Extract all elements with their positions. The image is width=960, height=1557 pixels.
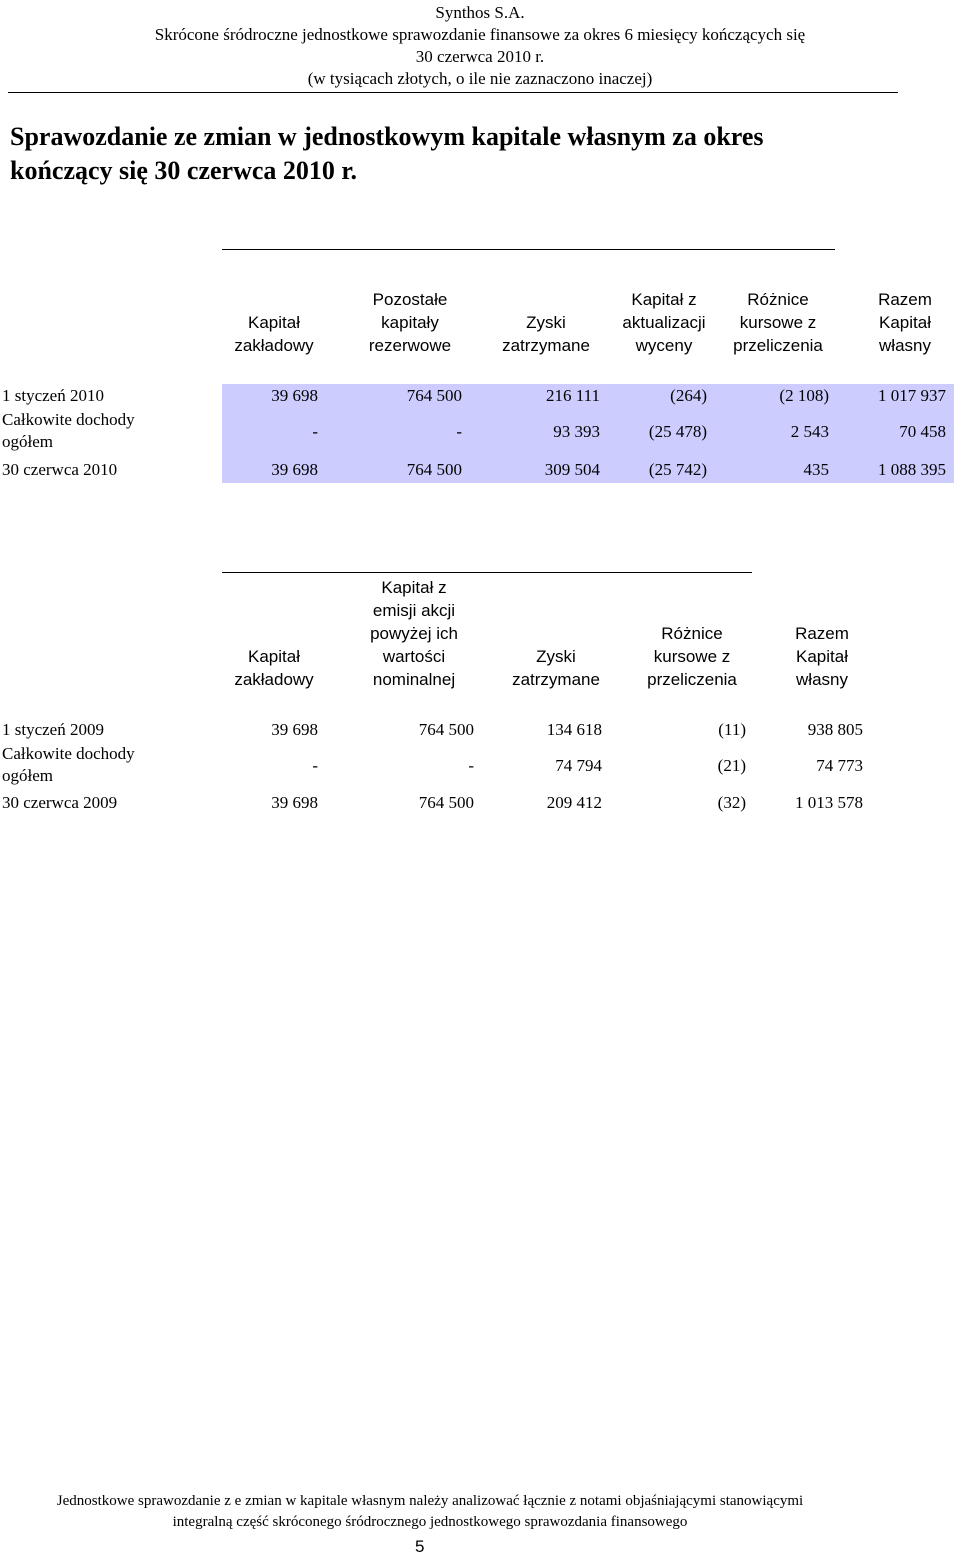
table2009-column-header-1 — [344, 576, 484, 691]
table2010-table-cell: 1 017 937 — [878, 386, 946, 405]
table2009-column-header-0 — [204, 645, 344, 691]
table2010-table-cell: 39 698 — [271, 460, 318, 479]
table2009-table-cell: (32) — [717, 793, 746, 812]
table2010-row-label — [2, 459, 117, 481]
table2009-column-header-line: Kapitał z — [381, 578, 447, 597]
table2010-column-header-line: Kapitał — [879, 313, 931, 332]
table2009-table-cell: (11) — [718, 720, 746, 739]
table2009-table-cell: 764 500 — [418, 720, 474, 739]
table2009-row-label — [2, 792, 117, 814]
table2010-column-header-line: Różnice — [747, 290, 809, 309]
footer-note-line-1: Jednostkowe sprawozdanie z e zmian w kapitale własnym należy analizować łącznie z notami objaśniającymi stanowiącymi — [56, 1493, 804, 1509]
table2010-column-header-line: własny — [879, 336, 931, 355]
table2010-table-cell: 435 — [803, 460, 829, 479]
table2010-row-label-line: ogółem — [2, 432, 53, 451]
table2009-column-header-line: kursowe z — [653, 647, 731, 666]
table2010-table-cell: (2 108) — [779, 386, 829, 405]
table2010-table-cell: (25 478) — [648, 422, 707, 441]
table2009-table-cell: 134 618 — [546, 720, 602, 739]
table2010-table-cell: - — [456, 422, 462, 441]
table2010-row-label-line: 30 czerwca 2010 — [2, 460, 118, 479]
report-subtitle: Skrócone śródroczne jednostkowe sprawozdanie finansowe za okres 6 miesięcy kończących się — [154, 25, 806, 44]
table2009-table-cell: - — [468, 756, 474, 775]
table2010-column-header-line: zakładowy — [234, 336, 314, 355]
table2009-column-header-line: Kapitał — [796, 647, 848, 666]
table2009-table-cell: 938 805 — [807, 720, 863, 739]
table2009-table-cell: 74 794 — [555, 756, 602, 775]
table2009-column-header-line: emisji akcji — [372, 601, 456, 620]
table2010-column-header-5 — [835, 288, 960, 357]
table2009-column-header-line: zakładowy — [234, 670, 314, 689]
table2009-table-cell: 1 013 578 — [795, 793, 863, 812]
table-2009-top-rule — [222, 572, 752, 573]
table2009-column-header-3 — [622, 622, 762, 691]
table2010-column-header-line: Zyski — [526, 313, 566, 332]
table2010-column-header-line: wyceny — [635, 336, 693, 355]
company-name: Synthos S.A. — [435, 3, 525, 22]
table2009-row-label — [2, 719, 104, 741]
table2009-table-cell: (21) — [717, 756, 746, 775]
table2009-row-label-line: 30 czerwca 2009 — [2, 793, 118, 812]
table2010-table-cell: 39 698 — [271, 386, 318, 405]
footer-note-line-2: integralną część skróconego śródrocznego jednostkowego sprawozdania finansowego — [172, 1514, 688, 1530]
table2010-table-cell: 2 543 — [790, 422, 829, 441]
table2010-table-cell: (25 742) — [648, 460, 707, 479]
table2010-column-header-line: Kapitał — [248, 313, 300, 332]
table2010-table-cell: 309 504 — [544, 460, 600, 479]
table2010-column-header-4 — [708, 288, 848, 357]
statement-title-line-1: Sprawozdanie ze zmian w jednostkowym kapitale własnym za okres — [10, 122, 764, 151]
table2009-row-label-line: Całkowite dochody — [2, 744, 135, 763]
table2009-row-label — [2, 743, 135, 787]
table2009-column-header-line: Razem — [795, 624, 849, 643]
table2010-column-header-line: Razem — [878, 290, 932, 309]
table2009-column-header-line: Kapitał — [248, 647, 300, 666]
statement-title-line-2: kończący się 30 czerwca 2010 r. — [10, 156, 358, 185]
table2010-column-header-line: zatrzymane — [502, 336, 590, 355]
table2010-table-cell: 70 458 — [899, 422, 946, 441]
table2009-column-header-line: własny — [796, 670, 848, 689]
table2009-column-header-4 — [752, 622, 892, 691]
table2010-table-cell: 764 500 — [406, 460, 462, 479]
table2010-table-cell: (264) — [670, 386, 707, 405]
table2010-column-header-line: kursowe z — [739, 313, 817, 332]
table2010-column-header-0 — [204, 311, 344, 357]
table2009-row-label-line: ogółem — [2, 766, 53, 785]
table2010-column-header-line: kapitały — [381, 313, 439, 332]
table2009-column-header-line: powyżej ich — [370, 624, 458, 643]
table2010-table-cell: 216 111 — [546, 386, 600, 405]
table2009-column-header-line: Różnice — [661, 624, 723, 643]
report-date: 30 czerwca 2010 r. — [415, 47, 545, 66]
table2009-column-header-line: wartości — [382, 647, 446, 666]
table2009-column-header-line: Zyski — [536, 647, 576, 666]
table2009-table-cell: 39 698 — [271, 793, 318, 812]
table2010-table-cell: 93 393 — [553, 422, 600, 441]
table2009-column-header-line: zatrzymane — [512, 670, 600, 689]
table2009-table-cell: - — [312, 756, 318, 775]
table2010-column-header-line: przeliczenia — [733, 336, 823, 355]
table2009-table-cell: 209 412 — [546, 793, 602, 812]
table2010-table-cell: - — [312, 422, 318, 441]
table2009-column-header-line: nominalnej — [372, 670, 456, 689]
page-number: 5 — [415, 1537, 425, 1556]
header-rule — [8, 92, 898, 93]
table2010-row-label-line: Całkowite dochody — [2, 410, 135, 429]
table2010-column-header-line: aktualizacji — [622, 313, 706, 332]
table2009-column-header-2 — [486, 645, 626, 691]
table2010-table-cell: 764 500 — [406, 386, 462, 405]
table-2010-top-rule — [222, 249, 835, 250]
table2010-column-header-line: rezerwowe — [368, 336, 452, 355]
table2009-table-cell: 764 500 — [418, 793, 474, 812]
table2010-row-label — [2, 385, 104, 407]
table2009-column-header-line: przeliczenia — [647, 670, 737, 689]
table2009-table-cell: 39 698 — [271, 720, 318, 739]
table2009-row-label-line: 1 styczeń 2009 — [2, 720, 104, 739]
table2010-row-label — [2, 409, 135, 453]
table2010-column-header-line: Kapitał z — [631, 290, 697, 309]
statement-title — [10, 120, 910, 188]
table2010-column-header-1 — [340, 288, 480, 357]
table2009-table-cell: 74 773 — [816, 756, 863, 775]
table2010-row-label-line: 1 styczeń 2010 — [2, 386, 104, 405]
table2010-column-header-line: Pozostałe — [372, 290, 448, 309]
units-note: (w tysiącach złotych, o ile nie zaznaczono inaczej) — [307, 69, 653, 88]
table2010-table-cell: 1 088 395 — [878, 460, 946, 479]
